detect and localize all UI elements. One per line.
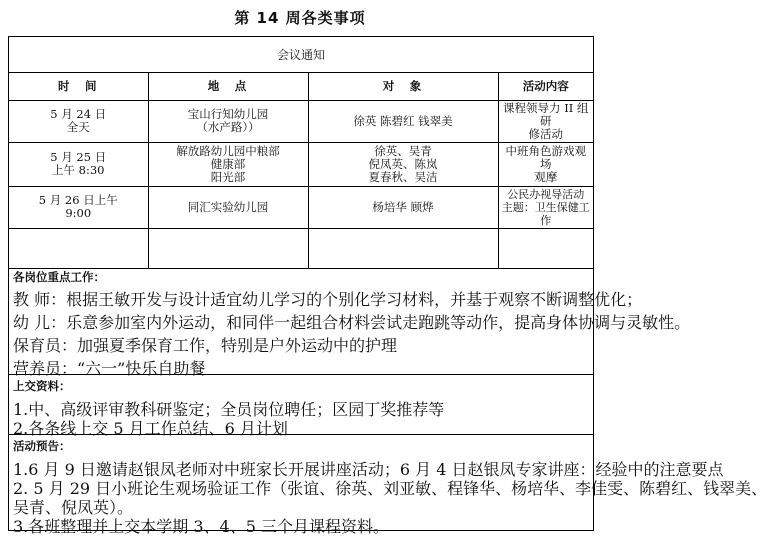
- cell-place: 宝山行知幼儿园 （水产路））: [148, 100, 308, 142]
- meeting-table: [9, 73, 593, 269]
- header-content: 活动内容: [498, 73, 593, 100]
- cell-place: 同汇实验幼儿园: [148, 186, 308, 228]
- focus-item: 保育员：加强夏季保育工作，特别是户外运动中的护理: [13, 336, 398, 355]
- cell-time: 5 月 26 日上午 9:00: [9, 186, 148, 228]
- preview-item: 吴青、倪凤英）。: [13, 498, 134, 517]
- focus-item: 营养员：“六一”快乐自助餐: [13, 359, 206, 378]
- cell-place: 解放路幼儿园中粮部 健康部 阳光部: [148, 142, 308, 186]
- header-target: 对 象: [308, 73, 498, 100]
- cell-target: 杨培华 顾烨: [308, 186, 498, 228]
- focus-item: 幼 儿：乐意参加室内外运动，和同伴一起组合材料尝试走跑跳等动作，提高身体协调与灵敏性。: [13, 313, 691, 332]
- table-row: [9, 228, 593, 268]
- page-title: 第 14 周各类事项: [234, 9, 366, 27]
- cell-time: 5 月 25 日 上午 8:30: [9, 142, 148, 186]
- cell-time: [9, 228, 148, 268]
- divider: [9, 374, 593, 375]
- cell-target: 徐英 陈碧红 钱翠美: [308, 100, 498, 142]
- cell-content: 公民办视导活动 主题：卫生保健工作: [498, 186, 593, 228]
- submit-heading: 上交资料：: [13, 379, 71, 393]
- table-row: [9, 142, 593, 186]
- cell-place: [148, 228, 308, 268]
- divider: [9, 434, 593, 435]
- cell-target: [308, 228, 498, 268]
- table-row: [9, 186, 593, 228]
- header-time: 时 间: [9, 73, 148, 100]
- cell-content: 中班角色游戏观场 观摩: [498, 142, 593, 186]
- focus-heading: 各岗位重点工作：: [13, 270, 105, 284]
- header-place: 地 点: [148, 73, 308, 100]
- preview-item: 3.各班整理并上交本学期 3、4、5 三个月课程资料。: [13, 517, 389, 536]
- preview-item: 1.6 月 9 日邀请赵银凤老师对中班家长开展讲座活动；6 月 4 日赵银凤专家讲座：经验中的注意要点: [13, 460, 724, 479]
- cell-target: 徐英、吴青 倪凤英、陈岚 夏春秋、吴洁: [308, 142, 498, 186]
- table-row: [9, 100, 593, 142]
- preview-item: 2. 5 月 29 日小班论生观场验证工作（张谊、徐英、刘亚敏、程锋华、杨培华、李佳雯、陈碧红、钱翠美、: [13, 479, 767, 498]
- meeting-notice-title: 会议通知: [9, 37, 593, 73]
- table-header-row: [9, 73, 593, 100]
- cell-time: 5 月 24 日 全天: [9, 100, 148, 142]
- submit-item: 2.各条线上交 5 月工作总结、6 月计划: [13, 419, 288, 438]
- submit-item: 1.中、高级评审教科研鉴定；全员岗位聘任；区园丁奖推荐等: [13, 400, 445, 419]
- cell-content: [498, 228, 593, 268]
- notice-frame: [8, 36, 767, 536]
- focus-item: 教 师：根据王敏开发与设计适宜幼儿学习的个别化学习材料，并基于观察不断调整优化；: [13, 290, 643, 309]
- preview-heading: 活动预告：: [13, 439, 71, 453]
- cell-content: 课程领导力 II 组研 修活动: [498, 100, 593, 142]
